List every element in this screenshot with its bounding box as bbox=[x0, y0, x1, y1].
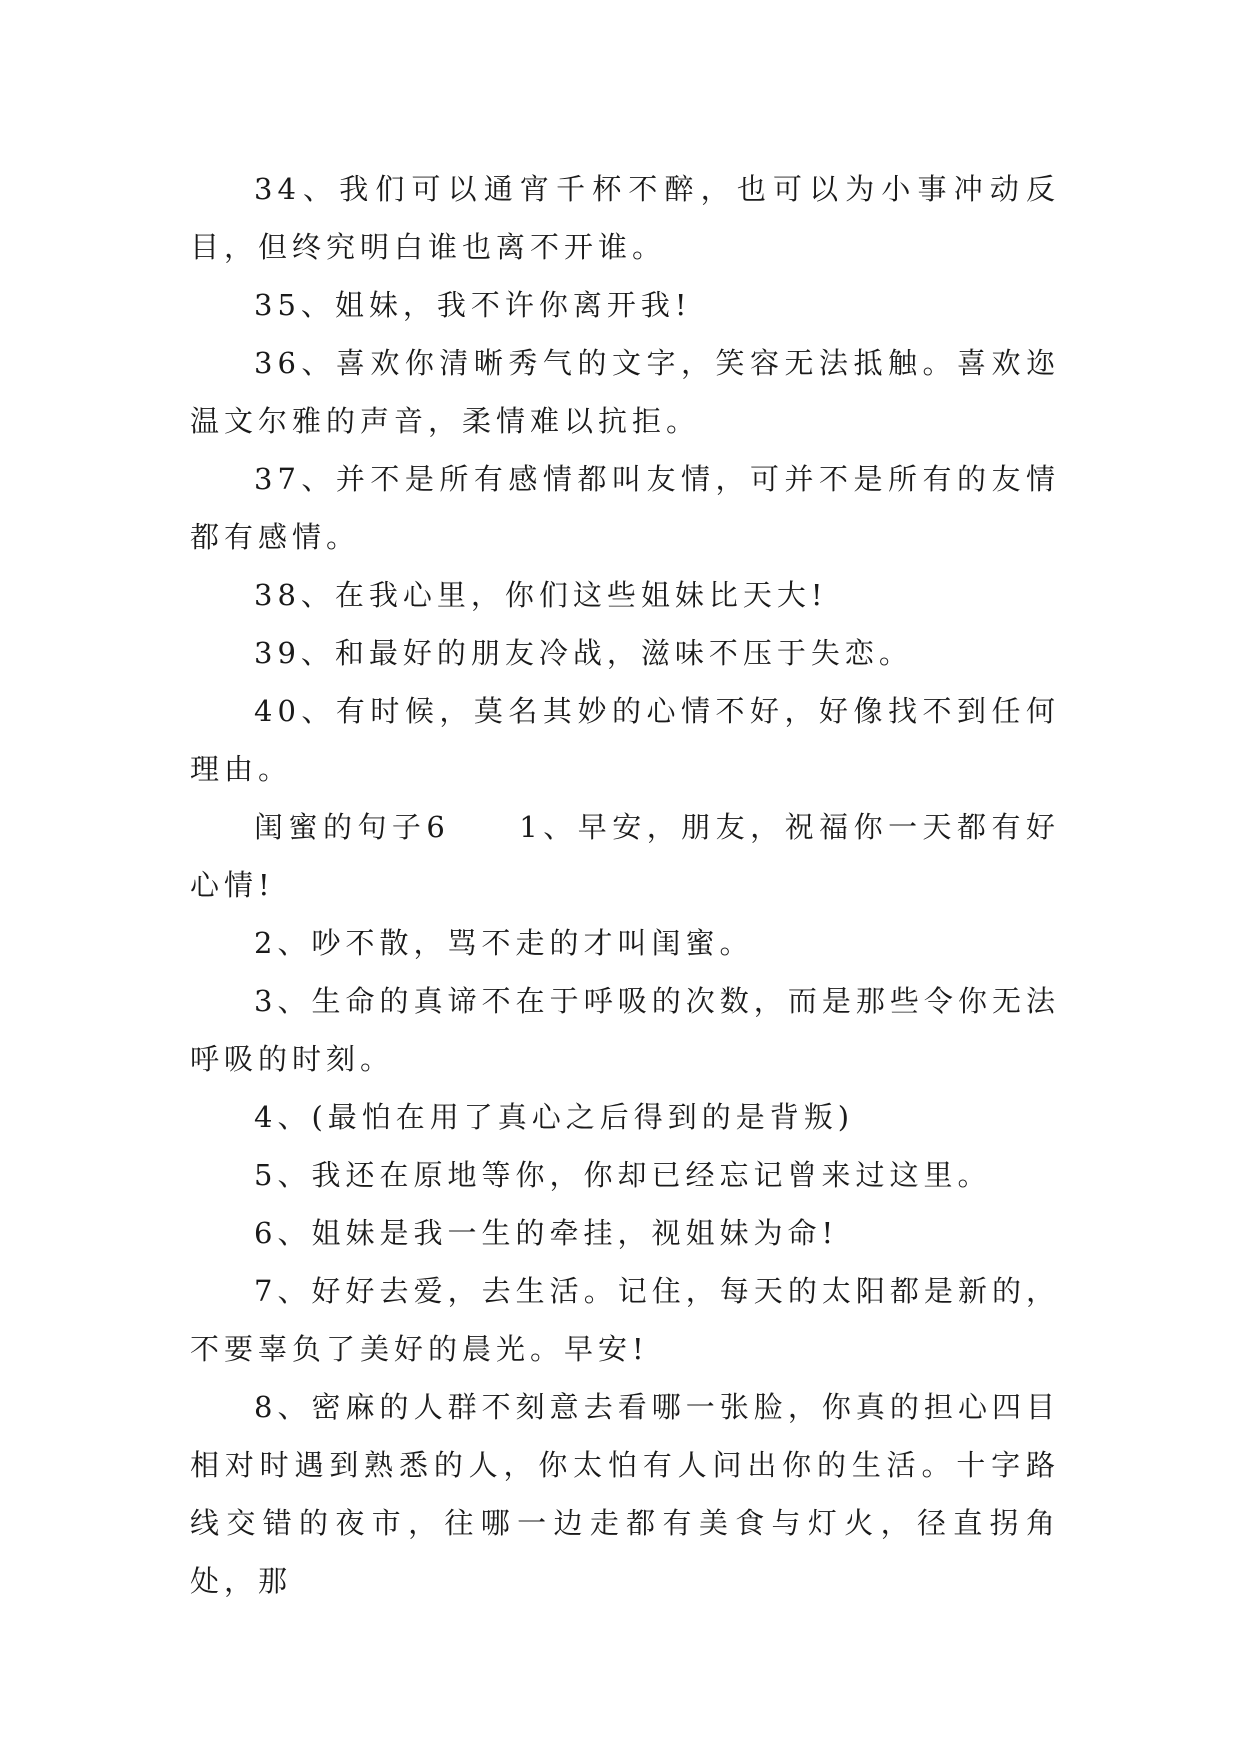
paragraph-40: 40、有时候，莫名其妙的心情不好，好像找不到任何理由。 bbox=[190, 694, 1060, 786]
paragraph-34: 34、我们可以通宵千杯不醉，也可以为小事冲动反目，但终究明白谁也离不开谁。 bbox=[190, 172, 1060, 264]
paragraph-36: 36、喜欢你清晰秀气的文字，笑容无法抵触。喜欢迩温文尔雅的声音，柔情难以抗拒。 bbox=[190, 346, 1060, 438]
paragraph-35: 35、姐妹，我不许你离开我! bbox=[254, 288, 692, 322]
paragraph-4: 4、(最怕在用了真心之后得到的是背叛) bbox=[254, 1100, 855, 1134]
paragraph-2: 2、吵不散，骂不走的才叫闺蜜。 bbox=[254, 926, 754, 960]
paragraph-5: 5、我还在原地等你，你却已经忘记曾来过这里。 bbox=[254, 1158, 992, 1192]
paragraph-8: 8、密麻的人群不刻意去看哪一张脸，你真的担心四目相对时遇到熟悉的人，你太怕有人问出你的生活。十字路线交错的夜市，往哪一边走都有美食与灯火，径直拐角处，那 bbox=[190, 1390, 1060, 1598]
paragraph-37: 37、并不是所有感情都叫友情，可并不是所有的友情都有感情。 bbox=[190, 462, 1060, 554]
paragraph-38: 38、在我心里，你们这些姐妹比天大! bbox=[254, 578, 828, 612]
paragraph-39: 39、和最好的朋友冷战，滋味不压于失恋。 bbox=[254, 636, 913, 670]
document-body bbox=[190, 160, 1060, 1610]
paragraph-6: 6、姐妹是我一生的牵挂，视姐妹为命! bbox=[254, 1216, 839, 1250]
paragraph-7: 7、好好去爱，去生活。记住，每天的太阳都是新的，不要辜负了美好的晨光。早安! bbox=[190, 1274, 1060, 1366]
paragraph-3: 3、生命的真谛不在于呼吸的次数，而是那些令你无法呼吸的时刻。 bbox=[190, 984, 1060, 1076]
section-heading-paragraph: 闺蜜的句子6 1、早安，朋友，祝福你一天都有好心情! bbox=[190, 810, 1060, 902]
